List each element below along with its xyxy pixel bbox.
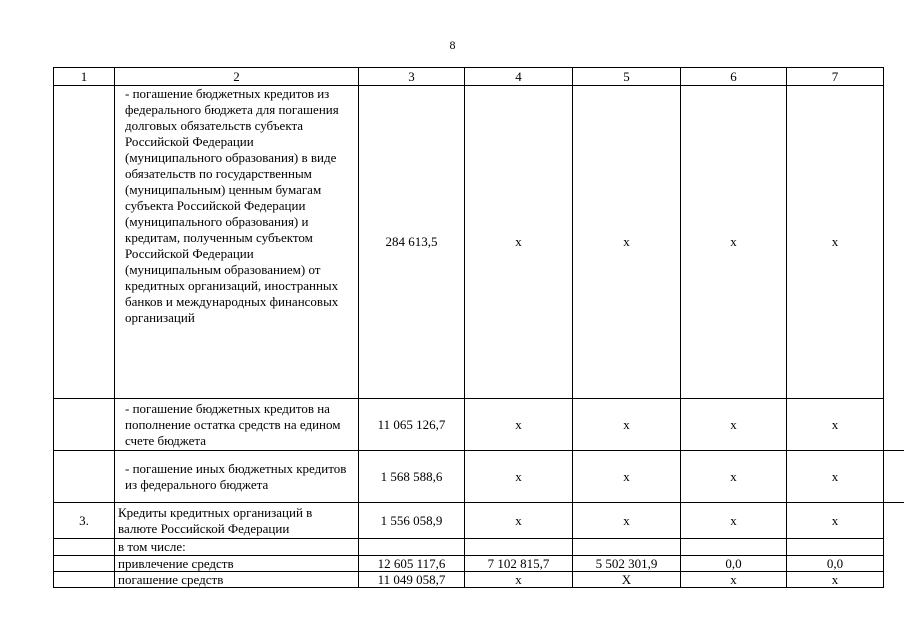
row-name: привлечение средств (115, 556, 359, 572)
row-name: в том числе: (115, 539, 359, 556)
cell-col3: 11 049 058,7 (359, 572, 465, 588)
cell-col6: x (681, 451, 787, 503)
cell-col3: 1 568 588,6 (359, 451, 465, 503)
cell-col7: x (787, 86, 884, 399)
rule-extension (883, 502, 904, 503)
cell-col6: x (681, 503, 787, 539)
cell-col3: 1 556 058,9 (359, 503, 465, 539)
table-row (54, 572, 884, 588)
table-row (54, 503, 884, 539)
cell-col3: 11 065 126,7 (359, 399, 465, 451)
cell-col6: x (681, 86, 787, 399)
cell-col6 (681, 539, 787, 556)
header-cell: 7 (787, 68, 884, 86)
cell-col6: x (681, 572, 787, 588)
row-name: Кредиты кредитных организаций в валюте Российской Федерации (115, 503, 359, 539)
header-cell: 4 (465, 68, 573, 86)
row-name: - погашение иных бюджетных кредитов из федерального бюджета (115, 451, 359, 503)
cell-col6: 0,0 (681, 556, 787, 572)
cell-col7: x (787, 572, 884, 588)
table-row (54, 86, 884, 399)
budget-table (53, 67, 884, 588)
cell-col4: x (465, 451, 573, 503)
row-number (54, 556, 115, 572)
table-row (54, 556, 884, 572)
row-number (54, 572, 115, 588)
cell-col5: X (573, 572, 681, 588)
cell-col4: x (465, 572, 573, 588)
cell-col4: x (465, 86, 573, 399)
table-row (54, 399, 884, 451)
row-name: - погашение бюджетных кредитов из федерального бюджета для погашения долговых обязательств субъекта Российской Федерации (муниципального образования) в виде обязательств по государственным (муниципальным) ценным бумагам субъекта Российской Федерации (муниципального образования) и кредитам, полученным субъектом Российской Федерации (муниципальным образованием) от кредитных организаций, иностранных банков и международных финансовых организаций (115, 86, 359, 399)
cell-col3: 12 605 117,6 (359, 556, 465, 572)
cell-col6: x (681, 399, 787, 451)
rule-extension (883, 450, 904, 451)
cell-col7 (787, 539, 884, 556)
cell-col5: x (573, 503, 681, 539)
cell-col7: x (787, 399, 884, 451)
cell-col5: x (573, 451, 681, 503)
row-number (54, 451, 115, 503)
header-cell: 1 (54, 68, 115, 86)
row-name: - погашение бюджетных кредитов на пополнение остатка средств на едином счете бюджета (115, 399, 359, 451)
cell-col7: x (787, 451, 884, 503)
page-number: 8 (449, 38, 456, 52)
cell-col4: x (465, 399, 573, 451)
cell-col5: x (573, 399, 681, 451)
cell-col7: x (787, 503, 884, 539)
row-number (54, 539, 115, 556)
header-cell: 2 (115, 68, 359, 86)
cell-col5: 5 502 301,9 (573, 556, 681, 572)
cell-col3 (359, 539, 465, 556)
header-cell: 5 (573, 68, 681, 86)
table-row (54, 539, 884, 556)
header-row (54, 68, 884, 86)
row-number (54, 399, 115, 451)
row-number: 3. (54, 503, 115, 539)
header-cell: 3 (359, 68, 465, 86)
row-name: погашение средств (115, 572, 359, 588)
header-cell: 6 (681, 68, 787, 86)
cell-col4: x (465, 503, 573, 539)
cell-col7: 0,0 (787, 556, 884, 572)
cell-col4: 7 102 815,7 (465, 556, 573, 572)
row-number (54, 86, 115, 399)
cell-col3: 284 613,5 (359, 86, 465, 399)
cell-col4 (465, 539, 573, 556)
cell-col5 (573, 539, 681, 556)
cell-col5: x (573, 86, 681, 399)
table-row (54, 451, 884, 503)
